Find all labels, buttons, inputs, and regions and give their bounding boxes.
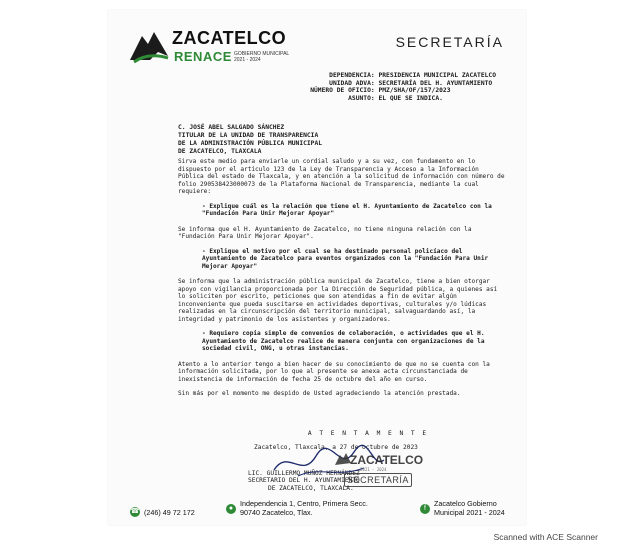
response-paragraph-3: Atento a lo anterior tengo a bien hacer de su conocimiento de que no se cuenta con la información solicitada, por lo que al presente se anexa acta circunstanciada de inexistencia de información de fecha 25 de octubre del año en curso. — [178, 360, 490, 383]
farewell-paragraph: Sin más por el momento me despido de Usted agradeciendo la atención prestada. — [178, 390, 461, 397]
meta-value: SECRETARÍA DEL H. AYUNTAMIENTO — [378, 79, 493, 87]
logo-gov-line-2: 2021 - 2024 — [234, 57, 261, 63]
logo-government-text — [234, 51, 289, 63]
footer-phone — [130, 507, 195, 517]
meta-value: EL QUE SE INDICA. — [378, 94, 443, 102]
stamp-title: ZACATELCO — [350, 453, 424, 467]
stamp-years: 2021 - 2024 — [360, 467, 387, 472]
meta-value: PRESIDENCIA MUNICIPAL ZACATELCO — [378, 72, 496, 79]
meta-value: PMZ/SHA/OF/157/2023 — [378, 87, 451, 95]
footer-address-line-2: 90740 Zacatelco, Tlax. — [240, 507, 313, 517]
meta-key: DEPENDENCIA: — [329, 72, 375, 79]
letterhead-footer — [108, 498, 526, 524]
footer-address — [226, 500, 368, 517]
letter-body — [178, 158, 508, 405]
logo-title: ZACATELCO — [172, 28, 287, 48]
department-header: SECRETARÍA — [395, 34, 504, 50]
addressee-line: TITULAR DE LA UNIDAD DE TRANSPARENCIA — [178, 132, 319, 139]
stamp-department: SECRETARÍA — [344, 473, 412, 487]
addressee-line: C. JOSÉ ABEL SALGADO SÁNCHEZ — [178, 124, 285, 131]
footer-social — [420, 500, 505, 517]
closing-salutation: A T E N T A M E N T E — [307, 430, 429, 437]
signer-name: LIC. GUILLERMO MUÑOZ HERNÁNDEZ — [248, 469, 360, 477]
place-date: Zacatelco, Tlaxcala, a 27 de octubre de 2023 — [254, 443, 418, 451]
footer-social-line-1: Zacatelco Gobierno — [434, 499, 497, 508]
official-stamp — [334, 437, 444, 493]
meta-key: NÚMERO DE OFICIO: — [310, 87, 375, 95]
request-item-2: - Explique el motivo por el cual se ha destinado personal policíaco del Ayuntamiento de Zacatelco para eventos organizados con la "Fundación Para Unir Mejorar Apoyar" — [202, 247, 489, 270]
request-item-1: - Explique cuál es la relación que tiene el H. Ayuntamiento de Zacatelco con la "Fundación Para Unir Mejorar Apoyar" — [202, 202, 492, 217]
footer-social-lines — [434, 500, 505, 517]
response-paragraph-2: Se informa que la administración pública municipal de Zacatelco, tiene a bien otorgar apoyo con vigilancia proporcionada por la Dirección de Seguridad pública, a quienes así lo soliciten por escrito, peticiones que son atendidas a fin de evitar algún inconveniente que pueda suscitarse en actividades deportivas, culturales y/o lúdicas realizadas en la circunscripción del territorio municipal, salvaguardando así, la integridad y patrimonio de los asistentes y organizadores. — [178, 278, 498, 323]
signer-role-line-1: SECRETARIO DEL H. AYUNTAMIENTO — [248, 477, 360, 485]
location-pin-icon: ● — [226, 504, 236, 514]
facebook-icon: f — [420, 504, 430, 514]
footer-address-lines — [240, 500, 368, 517]
document-page — [108, 10, 526, 525]
zacatelco-logo — [128, 20, 318, 72]
addressee-line: DE LA ADMINISTRACIÓN PÚBLICA MUNICIPAL — [178, 140, 323, 147]
scanner-watermark: Scanned with ACE Scanner — [493, 532, 598, 542]
meta-row — [297, 95, 496, 103]
footer-phone-number: (246) 49 72 172 — [144, 507, 195, 517]
logo-emblem-icon — [128, 26, 172, 66]
footer-address-line-1: Independencia 1, Centro, Primera Secc. — [240, 499, 368, 508]
meta-row — [297, 72, 496, 80]
logo-subtitle: RENACE — [174, 49, 232, 64]
meta-row — [297, 87, 496, 95]
addressee-line: DE ZACATELCO, TLAXCALA — [178, 148, 262, 155]
signer-role-line-2: DE ZACATELCO, TLAXCALA. — [268, 485, 354, 493]
logo-gov-line-1: GOBIERNO MUNICIPAL — [234, 51, 290, 57]
meta-key: UNIDAD ADVA: — [329, 79, 375, 87]
footer-social-line-2: Municipal 2021 - 2024 — [434, 507, 505, 517]
response-paragraph-1: Se informa que el H. Ayuntamiento de Zacatelco, no tiene ninguna relación con la "Fundación Para Unir Mejorar Apoyar". — [178, 225, 472, 240]
document-metadata — [297, 72, 496, 102]
intro-paragraph: Sirva este medio para enviarle un cordial saludo y a su vez, con fundamento en lo dispuesto por el artículo 123 de la Ley de Transparencia y Acceso a la Información Pública del estado de Tlaxcala, y en atención a la solicitud de información con número de folio 290538423000073 de la Plataforma Nacional de Transparencia, mediante la cual requiere: — [178, 158, 505, 195]
request-item-3: - Requiero copia simple de convenios de colaboración, o actividades que el H. Ayuntamiento de Zacatelco realice de manera conjunta con organizaciones de la sociedad civil, ONG, u otras instancias. — [202, 330, 485, 352]
addressee-block — [178, 124, 322, 156]
meta-key: ASUNTO: — [348, 94, 375, 102]
phone-icon: ☎ — [130, 508, 140, 515]
